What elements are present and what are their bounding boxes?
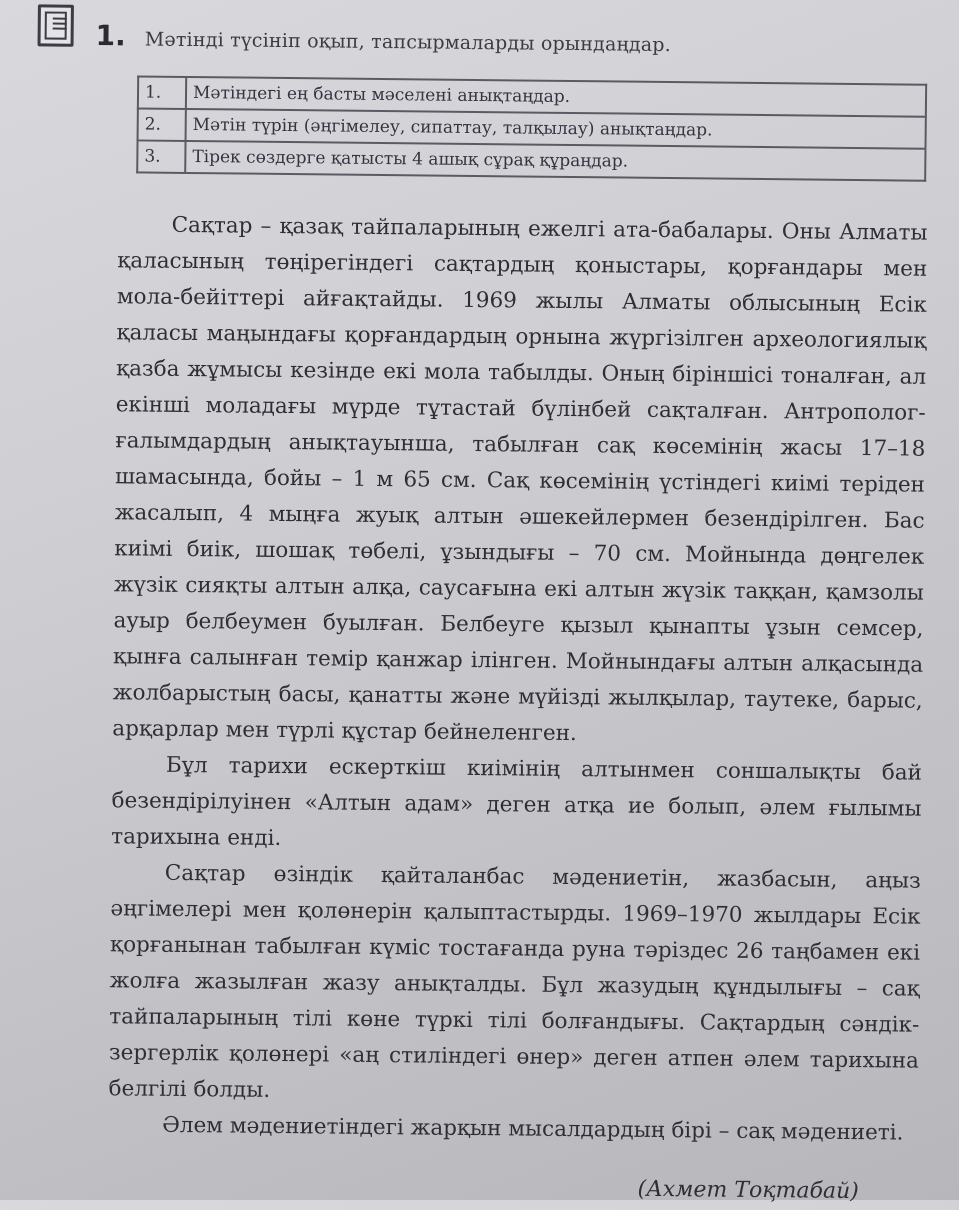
task-document-icon [38,4,74,46]
task-title: Мәтінді түсініп оқып, тапсырмаларды орындаңдар. [144,28,672,57]
assignment-text: Мәтін түрін (әңгімелеу, сипаттау, талқылау) анықтаңдар. [186,109,926,149]
author-attribution: (Ахмет Тоқтабай) [637,1176,859,1205]
task-header [95,19,915,61]
assignment-text: Мәтіндегі ең басты мәселені анықтаңдар. [186,77,926,117]
task-number: 1. [95,19,126,53]
assignment-text: Тірек сөздерге қатысты 4 ашық сұрақ құраңдар. [185,141,925,181]
paragraph: Сақтар – қазақ тайпаларының ежелгі ата-бабалары. Оны Алматы қаласының төңірегіндегі сақтардың қоныстары, қорғандары мен мола-бейіттері айғақтайды. 1969 жылы Алматы облысының Есік қаласы маңындағы қорғандардың орнына жүргізілген археологиялық қазба жұмысы кезінде екі мола табылды. Оның біріншісі тоналған, ал екінші моладағы мүрде тұтастай бүлінбей сақталған. Антрополог-ғалымдардың анықтауынша, табылған сақ көсемінің жасы 17–18 шамасында, бойы – 1 м 65 см. Сақ көсемінің үстіндегі киімі теріден жасалып, 4 мыңға жуық алтын әшекейлермен безендірілген. Бас киімі биік, шошақ төбелі, ұзындығы – 70 см. Мойнында дөңгелек жүзік сияқты алтын алқа, саусағына екі алтын жүзік таққан, қамзолы ауыр белбеумен буылған. Белбеуге қызыл қынапты ұзын семсер, қынға салынған темір қанжар ілінген. Мойнындағы алтын алқасында жолбарыстың басы, қанатты және мүйізді жылқылар, таутеке, барыс, арқарлар мен түрлі құстар бейнеленген. [112,212,928,747]
assignment-number: 2. [138,108,186,141]
article-text [108,207,928,1151]
table-row [137,140,925,180]
paragraph: Бұл тарихи ескерткіш киімінің алтынмен соншалықты бай безендірілуінен «Алтын адам» деген атқа ие болып, әлем ғылымы тарихына енді. [111,752,923,851]
assignment-number: 1. [138,76,186,109]
paragraph: Әлем мәдениетіндегі жарқын мысалдардың бірі – сақ мәдениеті. [162,1112,904,1146]
assignments-table [136,75,927,181]
paragraph: Сақтар өзіндік қайталанбас мәдениетін, жазбасын, аңыз әңгімелері мен қолөнерін қалыптастырды. 1969–1970 жылдары Есік қорғанынан табылған күміс тостағанда руна тәріздес 26 таңбамен екі жолға жазылған жазу анықталды. Бұл жазудың құндылығы – сақ тайпаларының тілі көне түркі тілі болғандығы. Сақтардың сәндік-зергерлік қолөнері «аң стиліндегі өнер» деген атпен әлем тарихына белгілі болды. [108,860,921,1103]
assignment-number: 3. [137,140,185,173]
